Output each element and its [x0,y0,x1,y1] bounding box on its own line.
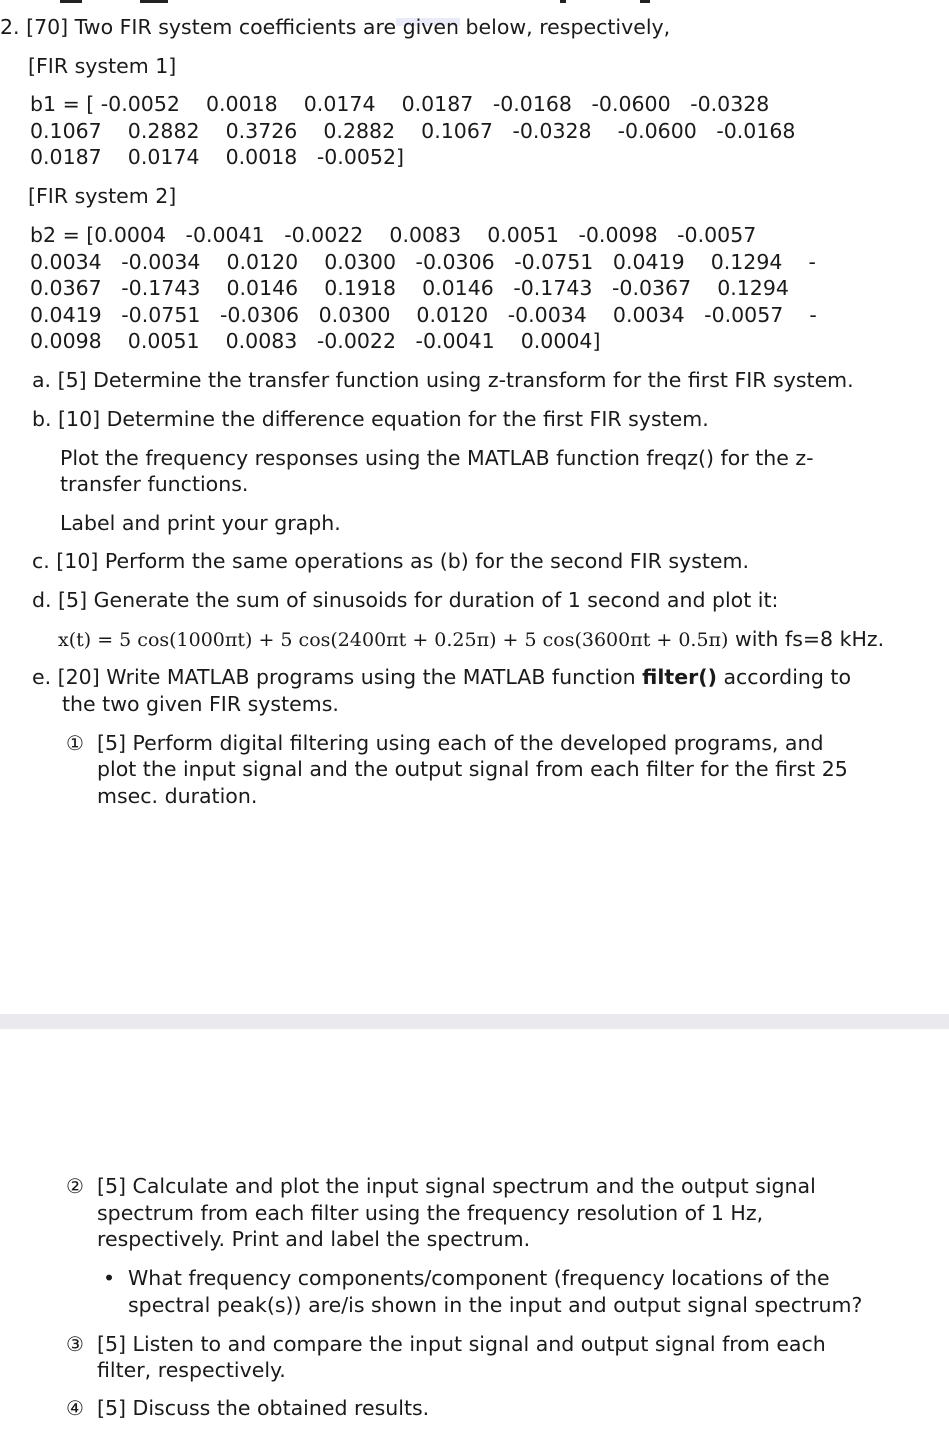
subitem-4-marker: ④ [66,1396,84,1420]
bullet-line-1: What frequency components/component (frequency locations of the [128,1266,830,1290]
subitem-2-marker: ② [66,1174,84,1198]
filter-function-name: filter() [642,665,717,689]
plot-instruction-line-2: transfer functions. [60,472,249,496]
b1-coefficients-line-1: b1 = [ -0.0052 0.0018 0.0174 0.0187 -0.0168 -0.0600 -0.0328 [30,92,770,116]
bullet-line-2: spectral peak(s)) are/is shown in the input and output signal spectrum? [128,1293,863,1317]
signal-equation: x(t) = 5 cos(1000πt) + 5 cos(2400πt + 0.25π) + 5 cos(3600πt + 0.5π) [58,629,729,651]
subitem-2-line-2: spectrum from each filter using the frequency resolution of 1 Hz, [97,1201,764,1225]
signal-equation-line [58,626,884,653]
b1-coefficients-line-2: 0.1067 0.2882 0.3726 0.2882 0.1067 -0.0328 -0.0600 -0.0168 [30,119,796,143]
part-e-suffix: according to [716,665,851,689]
b2-coefficients-line-4: 0.0419 -0.0751 -0.0306 0.0300 0.0120 -0.0034 0.0034 -0.0057 - [30,303,817,327]
subitem-1-line-1: [5] Perform digital filtering using each of the developed programs, and [97,731,824,755]
page-divider [0,1014,949,1029]
part-e-line-1 [32,664,851,690]
subitem-4-text: [5] Discuss the obtained results. [97,1396,430,1420]
subitem-3-line-1: [5] Listen to and compare the input signal and output signal from each [97,1332,826,1356]
part-e-prefix: e. [20] Write MATLAB programs using the MATLAB function [32,665,643,689]
subitem-3-line-2: filter, respectively. [97,1358,286,1382]
sampling-rate-note: with fs=8 kHz. [728,627,885,651]
question-header: 2. [70] Two FIR system coefficients are given below, respectively, [0,15,671,39]
b1-coefficients-line-3: 0.0187 0.0174 0.0018 -0.0052] [30,145,404,169]
subitem-3-marker: ③ [66,1332,84,1356]
subitem-2-line-1: [5] Calculate and plot the input signal spectrum and the output signal [97,1174,816,1198]
subitem-1-marker: ① [66,731,84,755]
fir-system-1-label: [FIR system 1] [28,54,177,78]
part-a: a. [5] Determine the transfer function using z-transform for the first FIR system. [32,368,854,392]
part-c: c. [10] Perform the same operations as (b) for the second FIR system. [32,549,750,573]
plot-instruction-line-1: Plot the frequency responses using the MATLAB function freqz() for the z- [60,446,814,470]
b2-coefficients-line-1: b2 = [0.0004 -0.0041 -0.0022 0.0083 0.0051 -0.0098 -0.0057 [30,223,757,247]
part-d: d. [5] Generate the sum of sinusoids for duration of 1 second and plot it: [32,588,779,612]
subitem-1-line-3: msec. duration. [97,784,258,808]
cropped-previous-line [0,0,949,5]
subitem-1-line-2: plot the input signal and the output signal from each filter for the first 25 [97,757,848,781]
part-e-line-2: the two given FIR systems. [62,692,339,716]
b2-coefficients-line-3: 0.0367 -0.1743 0.0146 0.1918 0.0146 -0.1743 -0.0367 0.1294 [30,276,789,300]
b2-coefficients-line-2: 0.0034 -0.0034 0.0120 0.0300 -0.0306 -0.0751 0.0419 0.1294 - [30,250,816,274]
b2-coefficients-line-5: 0.0098 0.0051 0.0083 -0.0022 -0.0041 0.0004] [30,329,601,353]
label-print-instruction: Label and print your graph. [60,511,341,535]
fir-system-2-label: [FIR system 2] [28,184,177,208]
part-b: b. [10] Determine the difference equation for the first FIR system. [32,407,709,431]
subitem-2-line-3: respectively. Print and label the spectrum. [97,1227,531,1251]
bullet-marker: • [103,1266,116,1290]
